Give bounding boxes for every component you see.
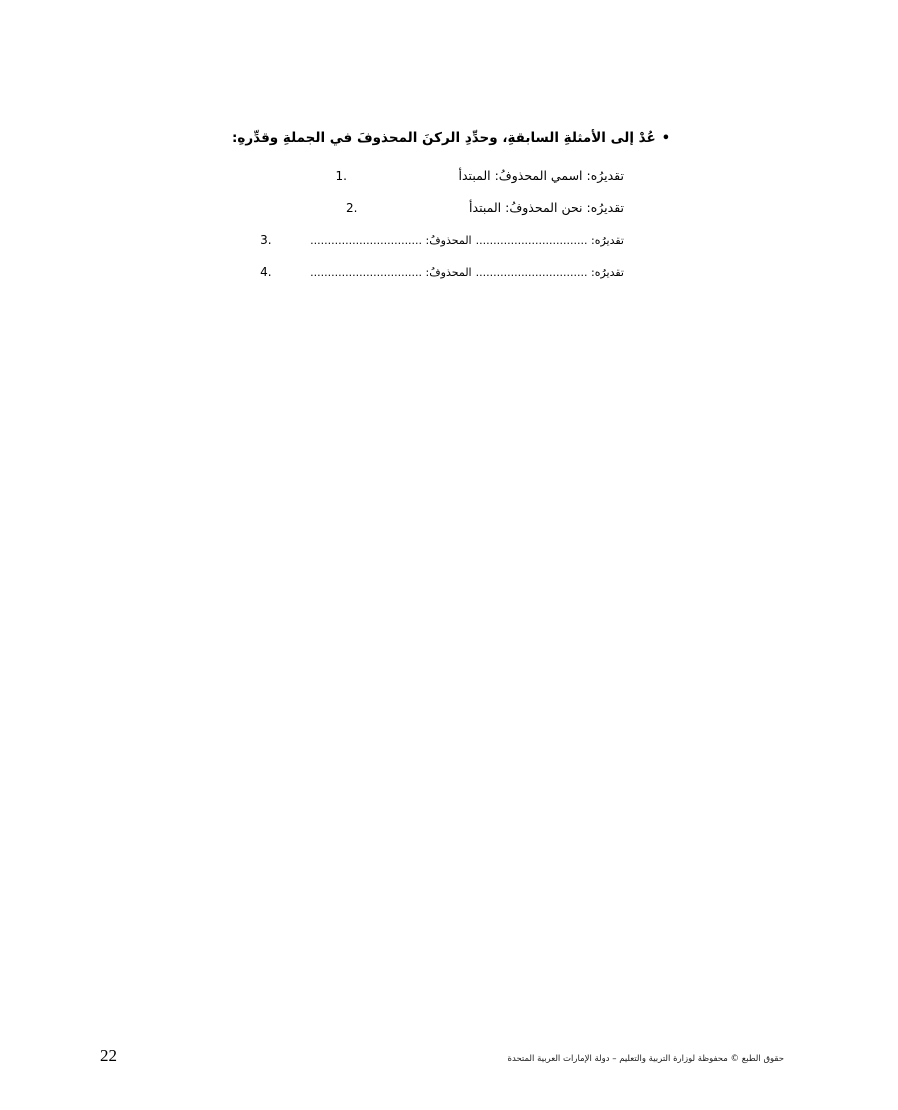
item-answer-right: تقديرُه: نحن — [561, 200, 624, 216]
footer-copyright-text: حقوق الطبع © محفوظة لوزارة التربية والتعليم – دولة الإمارات العربية المتحدة — [507, 1054, 784, 1064]
item-number: 4. — [260, 264, 272, 279]
item-number: 1. — [335, 168, 347, 183]
item-number: 3. — [260, 233, 272, 248]
item-answer-right: تقديرُه: اسمي — [550, 167, 624, 183]
list-item — [210, 232, 670, 249]
list-item — [210, 264, 670, 281]
item-number: 2. — [346, 201, 358, 216]
exercise-block — [210, 128, 670, 296]
exercise-prompt-text: عُدْ إلى الأمثلةِ السابقةِ، وحدِّدِ الركنَ المحذوفَ في الجملةِ وقدِّرهِ: — [232, 130, 656, 146]
item-answer-left-blank[interactable]: المحذوفُ: ................................ — [310, 265, 472, 279]
item-answer-right-blank[interactable]: تقديرُه: ................................ — [475, 234, 624, 248]
item-answer-left-blank[interactable]: المحذوفُ: ................................ — [310, 234, 472, 248]
exercise-items-list — [210, 167, 670, 281]
item-answer-left: المحذوفُ: المبتدأ — [458, 167, 547, 183]
bullet-icon: • — [661, 131, 670, 146]
list-item — [210, 199, 670, 217]
page-number: 22 — [100, 1046, 117, 1065]
item-answer-left: المحذوفُ: المبتدأ — [469, 200, 558, 216]
item-answer-right-blank[interactable]: تقديرُه: ................................ — [475, 265, 624, 279]
page-footer — [0, 1046, 898, 1076]
list-item — [210, 167, 670, 185]
exercise-prompt-row — [210, 128, 670, 149]
